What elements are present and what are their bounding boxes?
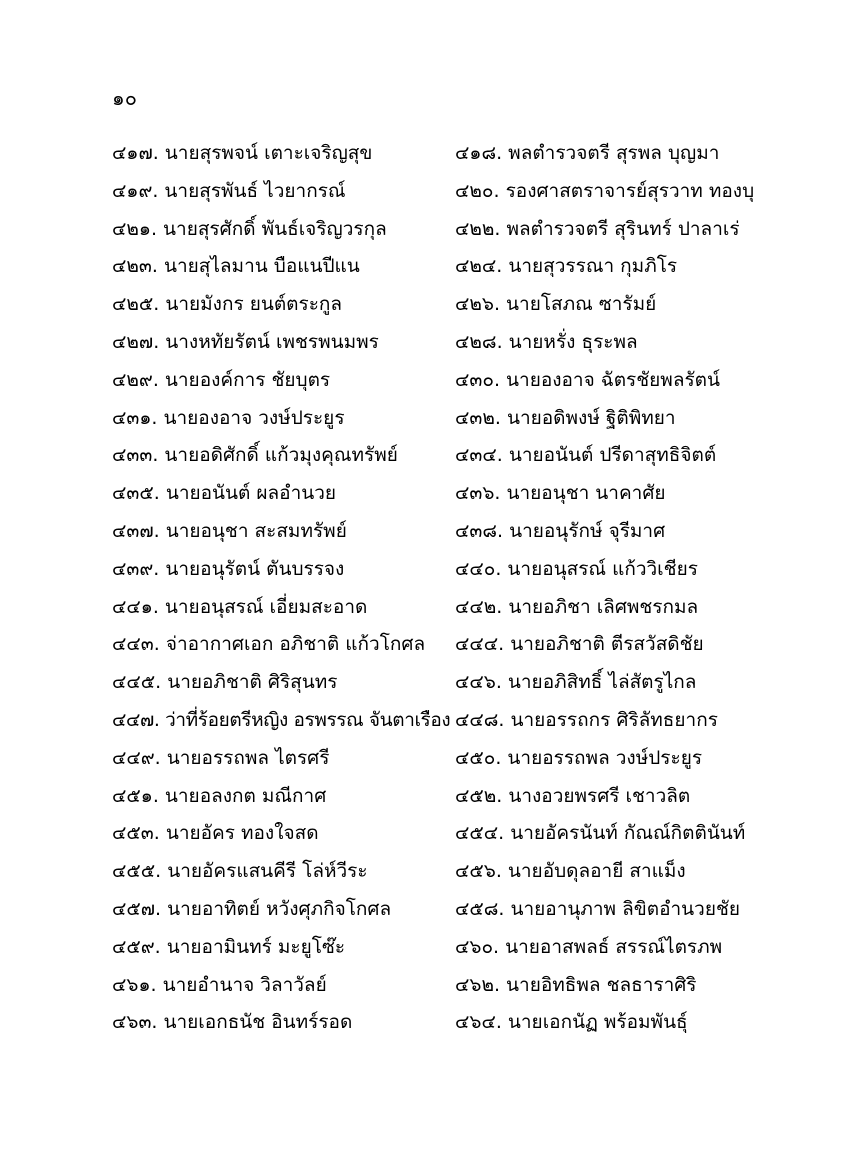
list-row <box>0 590 846 628</box>
list-item: ๔๔๖. นายอภิสิทธิ์ ไล่สัตรูไกล <box>455 671 697 694</box>
list-item: ๔๔๕. นายอภิชาติ ศิริสุนทร <box>112 671 338 694</box>
list-item: ๔๒๔. นายสุวรรณา กุมภิโร <box>455 255 678 278</box>
list-row <box>0 816 846 854</box>
list-item: ๔๓๖. นายอนุชา นาคาศัย <box>455 482 666 505</box>
list-row <box>0 514 846 552</box>
list-row <box>0 665 846 703</box>
list-item: ๔๓๒. นายอดิพงษ์ ฐิติพิทยา <box>455 406 676 429</box>
list-row <box>0 325 846 363</box>
list-item: ๔๓๕. นายอนันต์ ผลอำนวย <box>112 482 337 505</box>
list-item: ๔๑๗. นายสุรพจน์ เตาะเจริญสุข <box>112 142 373 164</box>
list-item: ๔๔๘. นายอรรถกร ศิริลัทธยากร <box>455 708 718 731</box>
list-item: ๔๒๖. นายโสภณ ซารัมย์ <box>455 293 657 316</box>
list-row <box>0 741 846 779</box>
list-item: ๔๒๘. นายหรั่ง ธุระพล <box>455 330 638 353</box>
list-item: ๔๒๗. นางหทัยรัตน์ เพชรพนมพร <box>112 330 379 353</box>
list-row <box>0 401 846 439</box>
list-row <box>0 287 846 325</box>
list-item: ๔๖๑. นายอำนาจ วิลาวัลย์ <box>112 973 327 996</box>
list-item: ๔๔๐. นายอนุสรณ์ แก้ววิเชียร <box>455 557 698 580</box>
list-row <box>0 363 846 401</box>
list-item: ๔๓๓. นายอดิศักดิ์ แก้วมุงคุณทรัพย์ <box>112 444 398 467</box>
list-item: ๔๕๖. นายอับดุลอายี สาแม็ง <box>455 860 686 883</box>
list-item: ๔๒๙. นายองค์การ ชัยบุตร <box>112 368 331 391</box>
list-item: ๔๓๙. นายอนุรัตน์ ตันบรรจง <box>112 557 345 580</box>
list-item: ๔๓๔. นายอนันต์ ปรีดาสุทธิจิตต์ <box>455 444 717 467</box>
list-row <box>0 892 846 930</box>
list-item: ๔๕๐. นายอรรถพล วงษ์ประยูร <box>455 746 703 769</box>
list-item: ๔๕๘. นายอานุภาพ ลิขิตอำนวยชัย <box>455 897 740 920</box>
list-item: ๔๓๑. นายองอาจ วงษ์ประยูร <box>112 406 345 429</box>
list-item: ๔๒๒. พลตำรวจตรี สุรินทร์ ปาลาเร่ <box>455 217 740 240</box>
list-item: ๔๔๔. นายอภิชาติ ตีรสวัสดิชัย <box>455 633 704 656</box>
list-item: ๔๕๕. นายอัครแสนคีรี โล่ห์วีระ <box>112 860 368 883</box>
list-item: ๔๖๓. นายเอกธนัช อินทร์รอด <box>112 1011 353 1034</box>
list-row <box>0 136 846 174</box>
list-row <box>0 930 846 968</box>
list-row <box>0 968 846 1006</box>
list-item: ๔๓๗. นายอนุชา สะสมทรัพย์ <box>112 519 347 542</box>
name-list <box>0 136 846 1043</box>
list-row <box>0 476 846 514</box>
list-item: ๔๕๙. นายอามินทร์ มะยูโซ๊ะ <box>112 935 346 958</box>
list-item: ๔๕๗. นายอาทิตย์ หวังศุภกิจโกศล <box>112 897 392 920</box>
list-item: ๔๔๙. นายอรรถพล ไตรศรี <box>112 746 330 769</box>
list-row <box>0 854 846 892</box>
list-item: ๔๒๓. นายสุไลมาน บือแนปีแน <box>112 255 360 278</box>
list-row <box>0 174 846 212</box>
list-row <box>0 627 846 665</box>
page-number: ๑๐ <box>112 86 137 110</box>
list-item: ๔๖๔. นายเอกนัฏ พร้อมพันธุ์ <box>455 1011 688 1034</box>
list-row <box>0 552 846 590</box>
list-item: ๔๕๑. นายอลงกต มณีกาศ <box>112 784 327 807</box>
list-item: ๔๔๗. ว่าที่ร้อยตรีหญิง อรพรรณ จันตาเรือง <box>112 708 451 731</box>
list-item: ๔๕๓. นายอัคร ทองใจสด <box>112 822 319 845</box>
list-row <box>0 212 846 250</box>
list-item: ๔๒๕. นายมังกร ยนต์ตระกูล <box>112 293 343 316</box>
list-row <box>0 703 846 741</box>
list-item: ๔๖๐. นายอาสพลธ์ สรรณ์ไตรภพ <box>455 935 723 958</box>
list-item: ๔๔๑. นายอนุสรณ์ เอี่ยมสะอาด <box>112 595 368 618</box>
list-row <box>0 249 846 287</box>
list-item: ๔๕๒. นางอวยพรศรี เชาวลิต <box>455 784 691 807</box>
list-item: ๔๕๔. นายอัครนันท์ กัณณ์กิตตินันท์ <box>455 822 746 845</box>
list-row <box>0 438 846 476</box>
list-item: ๔๑๙. นายสุรพันธ์ ไวยากรณ์ <box>112 179 346 202</box>
list-item: ๔๓๘. นายอนุรักษ์ จุรีมาศ <box>455 519 666 542</box>
list-item: ๔๔๓. จ่าอากาศเอก อภิชาติ แก้วโกศล <box>112 633 426 656</box>
list-item: ๔๔๒. นายอภิชา เลิศพชรกมล <box>455 595 699 618</box>
list-row <box>0 779 846 817</box>
list-item: ๔๒๑. นายสุรศักดิ์ พันธ์เจริญวรกุล <box>112 217 387 240</box>
list-item: ๔๖๒. นายอิทธิพล ชลธาราศิริ <box>455 973 697 996</box>
list-item: ๔๑๘. พลตำรวจตรี สุรพล บุญมา <box>455 142 720 164</box>
list-item: ๔๒๐. รองศาสตราจารย์สุรวาท ทองบุ <box>455 179 755 202</box>
list-row <box>0 1005 846 1043</box>
list-item: ๔๓๐. นายองอาจ ฉัตรชัยพลรัตน์ <box>455 368 720 391</box>
